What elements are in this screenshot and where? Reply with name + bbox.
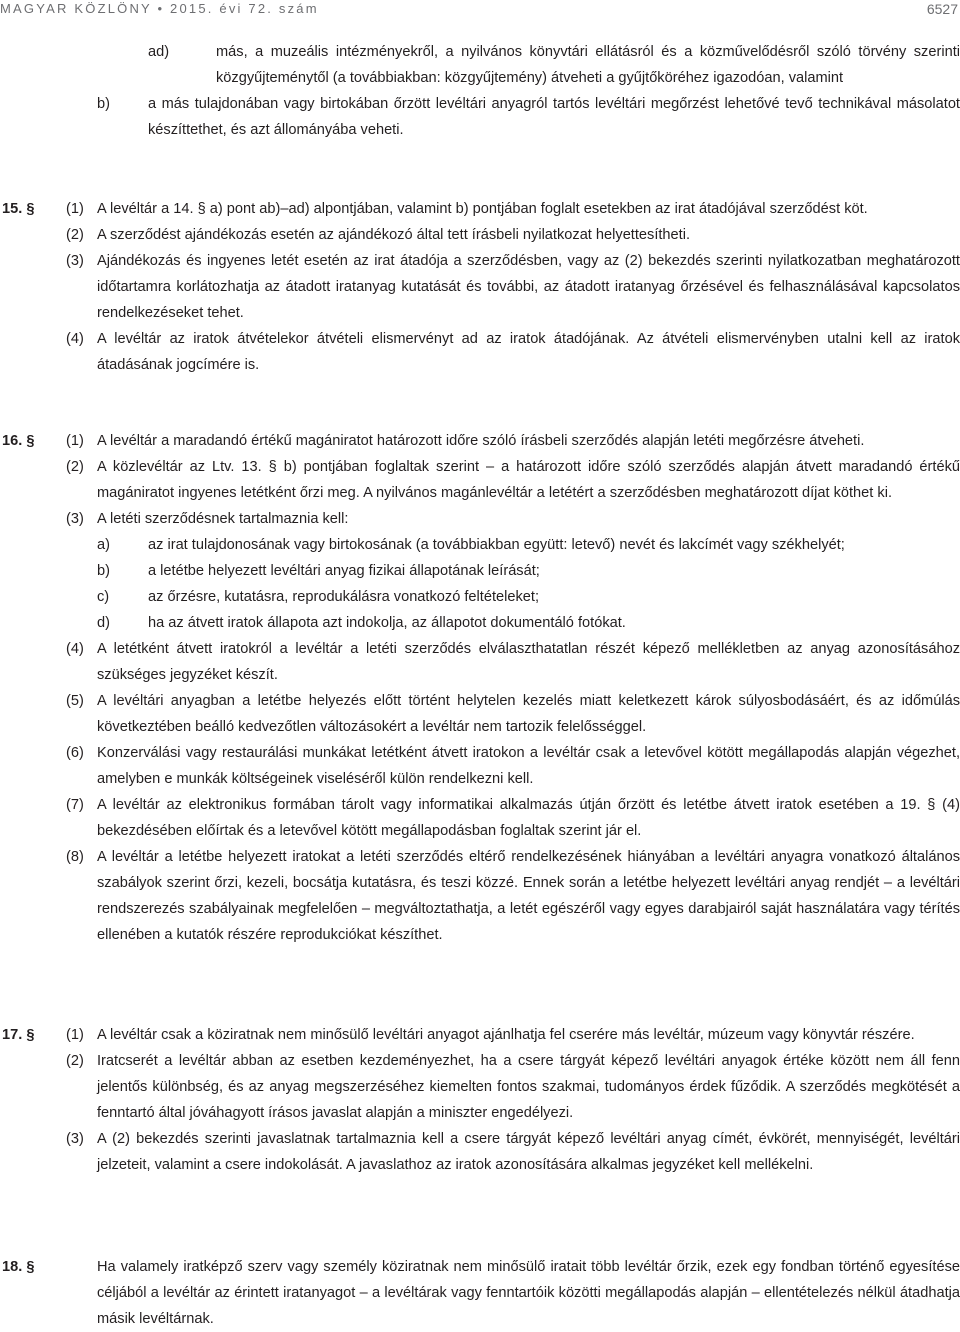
paragraph-text: A (2) bekezdés szerinti javaslatnak tartalmaznia kell a csere tárgyát képező levéltári anyag címét, évkörét, mennyiségét, levéltári jelzeteit, valamint a csere indokolását. A javaslathoz az iratok azonosítására alkalmas jegyzéket kell mellékelni. xyxy=(97,1131,960,1173)
paragraph-text: A közlevéltár az Ltv. 13. § b) pontjában foglaltak szerint – a határozott időre szóló szerződés alapján átvett maradandó értékű magániratot ingyenes letétként őrzi meg. A nyilvános magánlevéltár a letétért a szerződésben meghatározott díjat köthet ki. xyxy=(97,459,960,501)
page-header xyxy=(0,0,960,22)
item-label: c) xyxy=(97,589,110,605)
paragraph xyxy=(0,222,960,248)
journal-title: MAGYAR KÖZLÖNY • 2015. évi 72. szám xyxy=(0,1,319,16)
paragraph-text: Ha valamely iratképző szerv vagy személy köziratnak nem minősülő iratait több levéltár őrzik, ezek egy fondban történő egyesítése céljából a levéltár az érintett iratanyagot – a levéltárak vagy fenntartóik közötti megállapodás alapján – ellentételezés nélkül átadhatja másik levéltárnak. xyxy=(97,1259,960,1327)
paragraph-number: (4) xyxy=(66,641,84,657)
list-item xyxy=(0,584,960,610)
point-b xyxy=(0,91,960,143)
paragraph-text: Konzerválási vagy restaurálási munkákat letétként átvett iratokon a levéltár csak a letevővel kötött megállapodás alapján végezhet, amelyben e munkák költségeinek viseléséről külön rendelkezni kell. xyxy=(97,745,960,787)
paragraph xyxy=(0,688,960,740)
section-15 xyxy=(0,196,960,378)
paragraph xyxy=(0,454,960,506)
paragraph-text: A letétként átvett iratokról a levéltár a letéti szerződés elválaszthatatlan részét képező mellékletben az anyag azonosításához szükséges jegyzéket készít. xyxy=(97,641,960,683)
paragraph xyxy=(0,1126,960,1178)
paragraph-number: (3) xyxy=(66,253,84,269)
paragraph-number: (5) xyxy=(66,693,84,709)
list-item xyxy=(0,610,960,636)
paragraph-number: (1) xyxy=(66,1027,84,1043)
section-17 xyxy=(0,1022,960,1178)
point-label: b) xyxy=(97,96,110,112)
paragraph xyxy=(0,1022,960,1048)
paragraph-text: A letéti szerződésnek tartalmaznia kell: xyxy=(97,511,349,527)
page-number: 6527 xyxy=(926,1,958,17)
paragraph-number: (2) xyxy=(66,459,84,475)
paragraph-number: (2) xyxy=(66,227,84,243)
paragraph-text: Iratcserét a levéltár abban az esetben kezdeményezhet, ha a csere tárgyát képező levéltári anyagok értéke között nem áll fenn jelentős különbség, és az anyag megszerzéséhez kiemelten fontos szakmai, tudományos érdek fűződik. A szerződés megkötését a fenntartó által jóváhagyott írásos javaslat alapján a miniszter engedélyezi. xyxy=(97,1053,960,1121)
paragraph xyxy=(0,428,960,454)
paragraph-number: (8) xyxy=(66,849,84,865)
paragraph-text: A szerződést ajándékozás esetén az ajándékozó által tett írásbeli nyilatkozat helyettesítheti. xyxy=(97,227,691,243)
item-label: a) xyxy=(97,537,110,553)
paragraph-number: (3) xyxy=(66,1131,84,1147)
item-label: b) xyxy=(97,563,110,579)
paragraph-text: A levéltári anyagban a letétbe helyezés előtt történt helytelen kezelés miatt keletkezett károk súlyosbodásáért, és az időmúlás következtében beálló kedvezőtlen változásokért a levéltár nem tartozik felelősséggel. xyxy=(97,693,960,735)
section-number: 16. § xyxy=(2,433,35,449)
point-text: más, a muzeális intézményekről, a nyilvános könyvtári ellátásról és a közművelődésről szóló törvény szerinti közgyűjteménytől (a továbbiakban: közgyűjtemény) átveheti a gyűjtőköréhez igazodóan, valamint xyxy=(216,44,960,86)
paragraph-number: (4) xyxy=(66,331,84,347)
paragraph-text: A levéltár csak a köziratnak nem minősülő levéltári anyagot ajánlhatja fel cserére más levéltár, múzeum vagy könyvtár részére. xyxy=(97,1027,915,1043)
paragraph-number: (1) xyxy=(66,433,84,449)
paragraph-text: A levéltár az iratok átvételekor átvételi elismervényt ad az iratok átadójának. Az átvételi elismervényben utalni kell az iratok átadásának jogcímére is. xyxy=(97,331,960,373)
paragraph xyxy=(0,326,960,378)
paragraph-number: (3) xyxy=(66,511,84,527)
section-18 xyxy=(0,1254,960,1332)
paragraph-text: Ajándékozás és ingyenes letét esetén az irat átadója a szerződésben, vagy az (2) bekezdés szerinti nyilatkozatban meghatározott időtartamra korlátozhatja az átadott iratanyag kutatását és további, az átadott iratanyag őrzésével és felhasználásával kapcsolatos rendelkezéseket tehet. xyxy=(97,253,960,321)
paragraph-number: (6) xyxy=(66,745,84,761)
paragraph-text: A levéltár a maradandó értékű magániratot határozott időre szóló írásbeli szerződés alapján letéti megőrzésre átveheti. xyxy=(97,433,865,449)
paragraph-text: A levéltár a letétbe helyezett iratokat a letéti szerződés eltérő rendelkezésének hiányában a levéltári anyagra vonatkozó általános szabályok szerint őrzi, kezeli, bocsátja kutatásra, és teszi közzé. Ennek során a letétbe helyezett levéltári anyag rendjét – a levéltári rendszerezés szabályainak megfelelően – megváltoztathatja, a letét egészéről vagy egyes darabjairól saját használatára vagy térítés ellenében a kutatók részére reprodukciókat készíthet. xyxy=(97,849,960,943)
point-label: ad) xyxy=(148,44,170,60)
paragraph-text: A levéltár a 14. § a) pont ab)–ad) alpontjában, valamint b) pontjában foglalt esetekben az irat átadójával szerződést köt. xyxy=(97,201,868,217)
section-number: 18. § xyxy=(2,1259,35,1275)
section-16 xyxy=(0,428,960,948)
point-text: a más tulajdonában vagy birtokában őrzött levéltári anyagról tartós levéltári megőrzést lehetővé tevő technikával másolatot készíttethet, és azt állományába veheti. xyxy=(148,96,960,138)
intro-section xyxy=(0,39,960,143)
section-number: 15. § xyxy=(2,201,35,217)
paragraph xyxy=(0,1048,960,1126)
paragraph xyxy=(0,506,960,532)
list-item xyxy=(0,558,960,584)
paragraph-number: (2) xyxy=(66,1053,84,1069)
paragraph-text: A levéltár az elektronikus formában tárolt vagy informatikai alkalmazás útján őrzött és letétbe átvett iratok esetében a 19. § (4) bekezdésében előírtak és a letevővel kötött megállapodásban foglaltak szerint jár el. xyxy=(97,797,960,839)
section-number: 17. § xyxy=(2,1027,35,1043)
paragraph xyxy=(0,740,960,792)
item-text: ha az átvett iratok állapota azt indokolja, az állapotot dokumentáló fotókat. xyxy=(148,615,626,631)
paragraph xyxy=(0,1254,960,1332)
item-label: d) xyxy=(97,615,110,631)
paragraph xyxy=(0,844,960,948)
paragraph-number: (7) xyxy=(66,797,84,813)
item-text: az őrzésre, kutatásra, reprodukálásra vonatkozó feltételeket; xyxy=(148,589,539,605)
paragraph xyxy=(0,248,960,326)
item-text: az irat tulajdonosának vagy birtokosának (a továbbiakban együtt: letevő) nevét és lakcímét vagy székhelyét; xyxy=(148,537,845,553)
paragraph xyxy=(0,792,960,844)
item-text: a letétbe helyezett levéltári anyag fizikai állapotának leírását; xyxy=(148,563,540,579)
paragraph xyxy=(0,196,960,222)
point-ad xyxy=(0,39,960,91)
paragraph-number: (1) xyxy=(66,201,84,217)
paragraph xyxy=(0,636,960,688)
list-item xyxy=(0,532,960,558)
